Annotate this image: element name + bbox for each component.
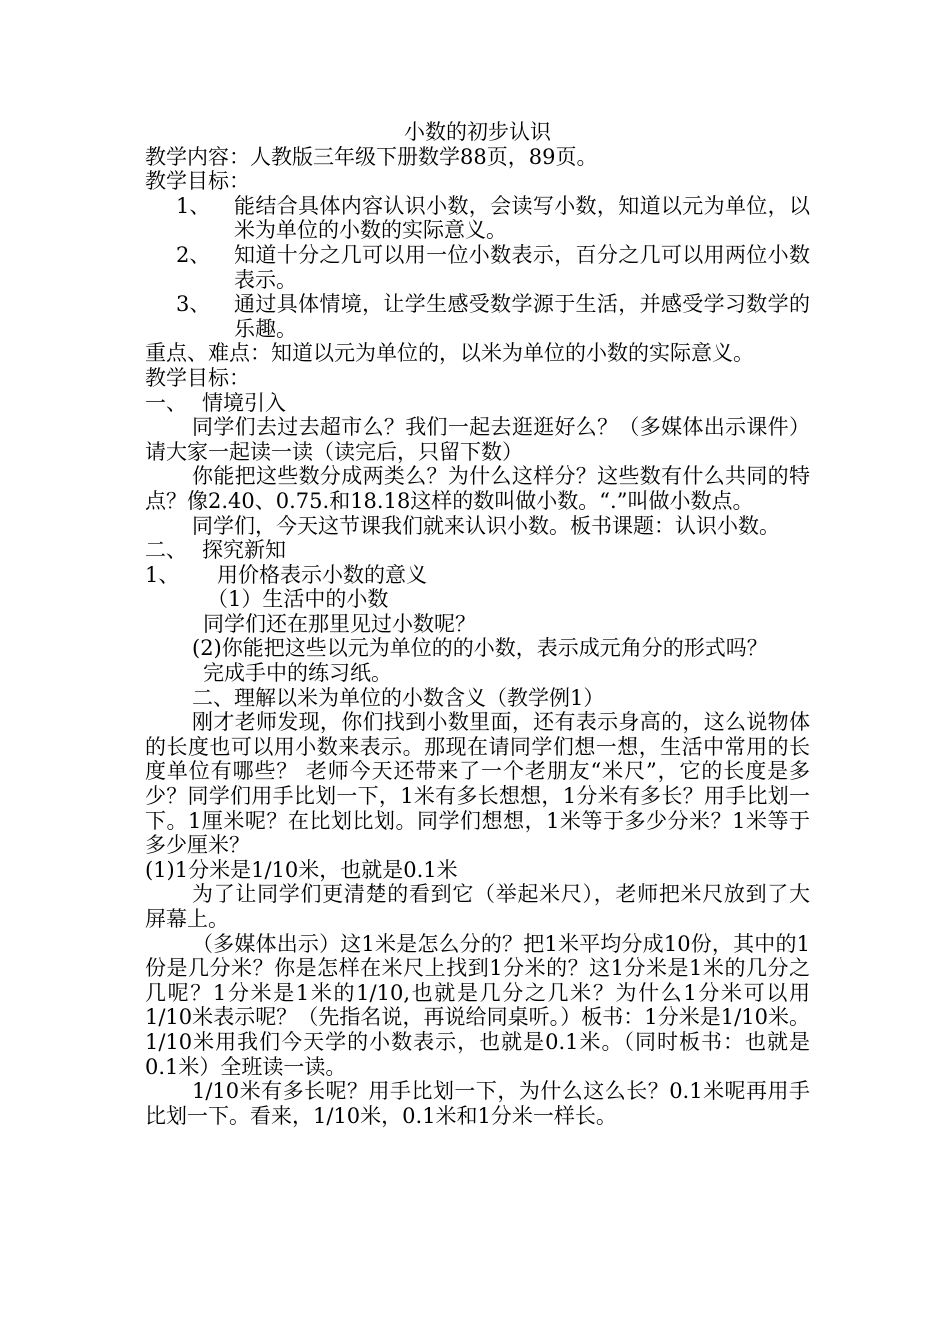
list-item: （1）生活中的小数 (207, 587, 389, 612)
formula-line: (1)1分米是1/10米，也就是0.1米 (145, 857, 458, 882)
goal-number: 1、 (176, 193, 211, 218)
list-item: (2)你能把这些以元为单位的的小数，表示成元角分的形式吗？ (192, 636, 768, 661)
goal-item-3 (145, 292, 810, 341)
paragraph: 你能把这些数分成两类么？为什么这样分？这些数有什么共同的特点？像2.40、0.75.和18.18这样的数叫做小数。“.”叫做小数点。 (145, 464, 810, 513)
goals-heading: 教学目标： (145, 169, 250, 194)
paragraph: 1/10米有多长呢？用手比划一下，为什么这么长？0.1米呢再用手比划一下。看来，1/10米，0.1米和1分米一样长。 (145, 1079, 810, 1128)
goal-number: 3、 (176, 292, 211, 317)
process-heading: 教学目标： (145, 365, 250, 390)
paragraph: 同学们，今天这节课我们就来认识小数。板书课题：认识小数。 (192, 513, 780, 538)
paragraph: 同学们还在那里见过小数呢？ (203, 611, 476, 636)
section-title: 探究新知 (202, 538, 286, 563)
section-heading-2 (145, 538, 810, 563)
subsection-heading-2: 二、理解以米为单位的小数含义（教学例1） (192, 685, 605, 710)
lesson-plan-page (145, 120, 810, 1128)
section-number: 二、 (145, 538, 187, 563)
goal-item-1 (145, 194, 810, 243)
subsection-title: 用价格表示小数的意义 (217, 562, 427, 587)
paragraph: 为了让同学们更清楚的看到它（举起米尺），老师把米尺放到了大屏幕上。 (145, 882, 810, 931)
section-heading-1 (145, 391, 810, 416)
teaching-content: 教学内容：人教版三年级下册数学88页，89页。 (145, 144, 598, 169)
paragraph: 同学们去过去超市么？我们一起去逛逛好么？（多媒体出示课件）请大家一起读一读（读完后，只留下数） (145, 415, 810, 464)
section-title: 情境引入 (202, 390, 286, 415)
subsection-heading-1 (145, 563, 810, 588)
paragraph: 完成手中的练习纸。 (203, 661, 392, 686)
goal-number: 2、 (176, 242, 211, 267)
subsection-number: 1、 (145, 562, 180, 587)
key-points: 重点、难点：知道以元为单位的，以米为单位的小数的实际意义。 (145, 341, 754, 366)
paragraph: （多媒体出示）这1米是怎么分的？把1米平均分成10份，其中的1份是几分米？你是怎样在米尺上找到1分米的？这1分米是1米的几分之几呢？1分米是1米的1/10,也就是几分之几米？为什么1分米可以用1/10米表示呢？（先指名说，再说给同桌听。）板书：1分米是1/10米。1/10米用我们今天学的小数表示，也就是0.1米。（同时板书：也就是0.1米）全班读一读。 (145, 931, 810, 1079)
goal-text: 知道十分之几可以用一位小数表示，百分之几可以用两位小数表示。 (234, 242, 810, 292)
goal-item-2 (145, 243, 810, 292)
goal-text: 能结合具体内容认识小数，会读写小数，知道以元为单位，以米为单位的小数的实际意义。 (234, 193, 810, 243)
paragraph: 刚才老师发现，你们找到小数里面，还有表示身高的，这么说物体的长度也可以用小数来表示。那现在请同学们想一想，生活中常用的长度单位有哪些？ 老师今天还带来了一个老朋友“米尺”，它的长度是多少？同学们用手比划一下，1米有多长想想，1分米有多长？用手比划一下。1厘米呢？在比划比划。同学们想想，1米等于多少分米？1米等于多少厘米？ (145, 710, 810, 858)
page-title: 小数的初步认识 (404, 120, 551, 144)
section-number: 一、 (145, 390, 187, 415)
goal-text: 通过具体情境，让学生感受数学源于生活，并感受学习数学的乐趣。 (234, 292, 810, 341)
